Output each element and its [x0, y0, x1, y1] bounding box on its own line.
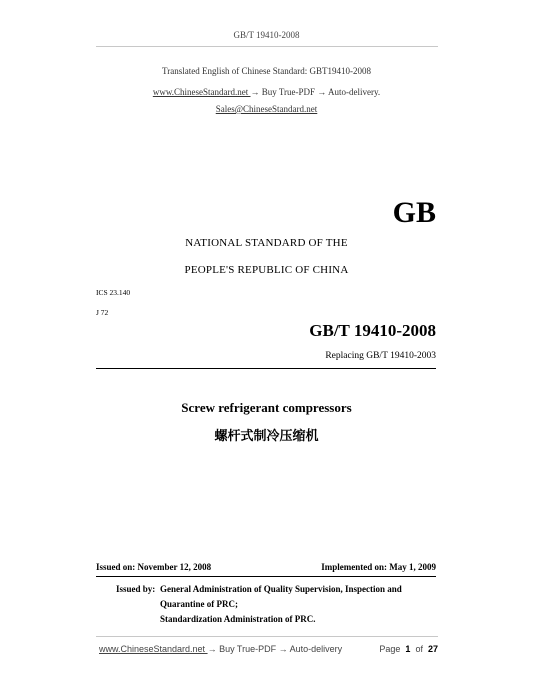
issued-on: Issued on: November 12, 2008 [96, 562, 212, 572]
issued-by-line-3: Standardization Administration of PRC. [160, 614, 316, 624]
site-link[interactable]: www.ChineseStandard.net [152, 87, 251, 97]
title-english: Screw refrigerant compressors [181, 400, 352, 415]
footer-rule [96, 636, 438, 637]
footer-suffix: → Buy True-PDF → Auto-delivery [207, 644, 343, 654]
national-line-2: PEOPLE'S REPUBLIC OF CHINA [184, 264, 349, 276]
page-indicator [379, 644, 438, 654]
issued-by-label: Issued by: [116, 584, 156, 594]
footer-site-link[interactable]: www.ChineseStandard.net [99, 644, 208, 654]
issued-by-line-2: Quarantine of PRC; [160, 599, 238, 609]
replacing-note: Replacing GB/T 19410-2003 [325, 351, 436, 361]
implemented-on: Implemented on: May 1, 2009 [321, 562, 436, 572]
title-chinese: 螺杆式制冷压缩机 [214, 429, 319, 444]
page-label: Page [379, 644, 401, 654]
title-rule [96, 368, 436, 369]
header-rule [96, 46, 438, 47]
national-line-1: NATIONAL STANDARD OF THE [185, 237, 348, 249]
purchase-line [0, 87, 533, 97]
sales-line [0, 104, 533, 114]
page-current: 1 [405, 644, 411, 654]
sales-email-link[interactable]: Sales@ChineseStandard.net [215, 104, 318, 114]
issued-by-block [160, 582, 440, 627]
page-footer [99, 644, 438, 654]
standard-number: GB/T 19410-2008 [309, 321, 436, 340]
issued-by-line-1: General Administration of Quality Supervision, Inspection and [160, 584, 402, 594]
page-of: of [415, 644, 423, 654]
page-total: 27 [427, 644, 438, 654]
ics-code: ICS 23.140 [96, 288, 131, 297]
purchase-suffix: → Buy True-PDF → Auto-delivery. [250, 87, 381, 97]
dates-rule [96, 576, 436, 577]
running-header: GB/T 19410-2008 [233, 30, 300, 40]
translation-note: Translated English of Chinese Standard: GBT19410-2008 [162, 66, 371, 76]
class-code: J 72 [96, 308, 109, 317]
gb-logo: GB [392, 196, 436, 229]
